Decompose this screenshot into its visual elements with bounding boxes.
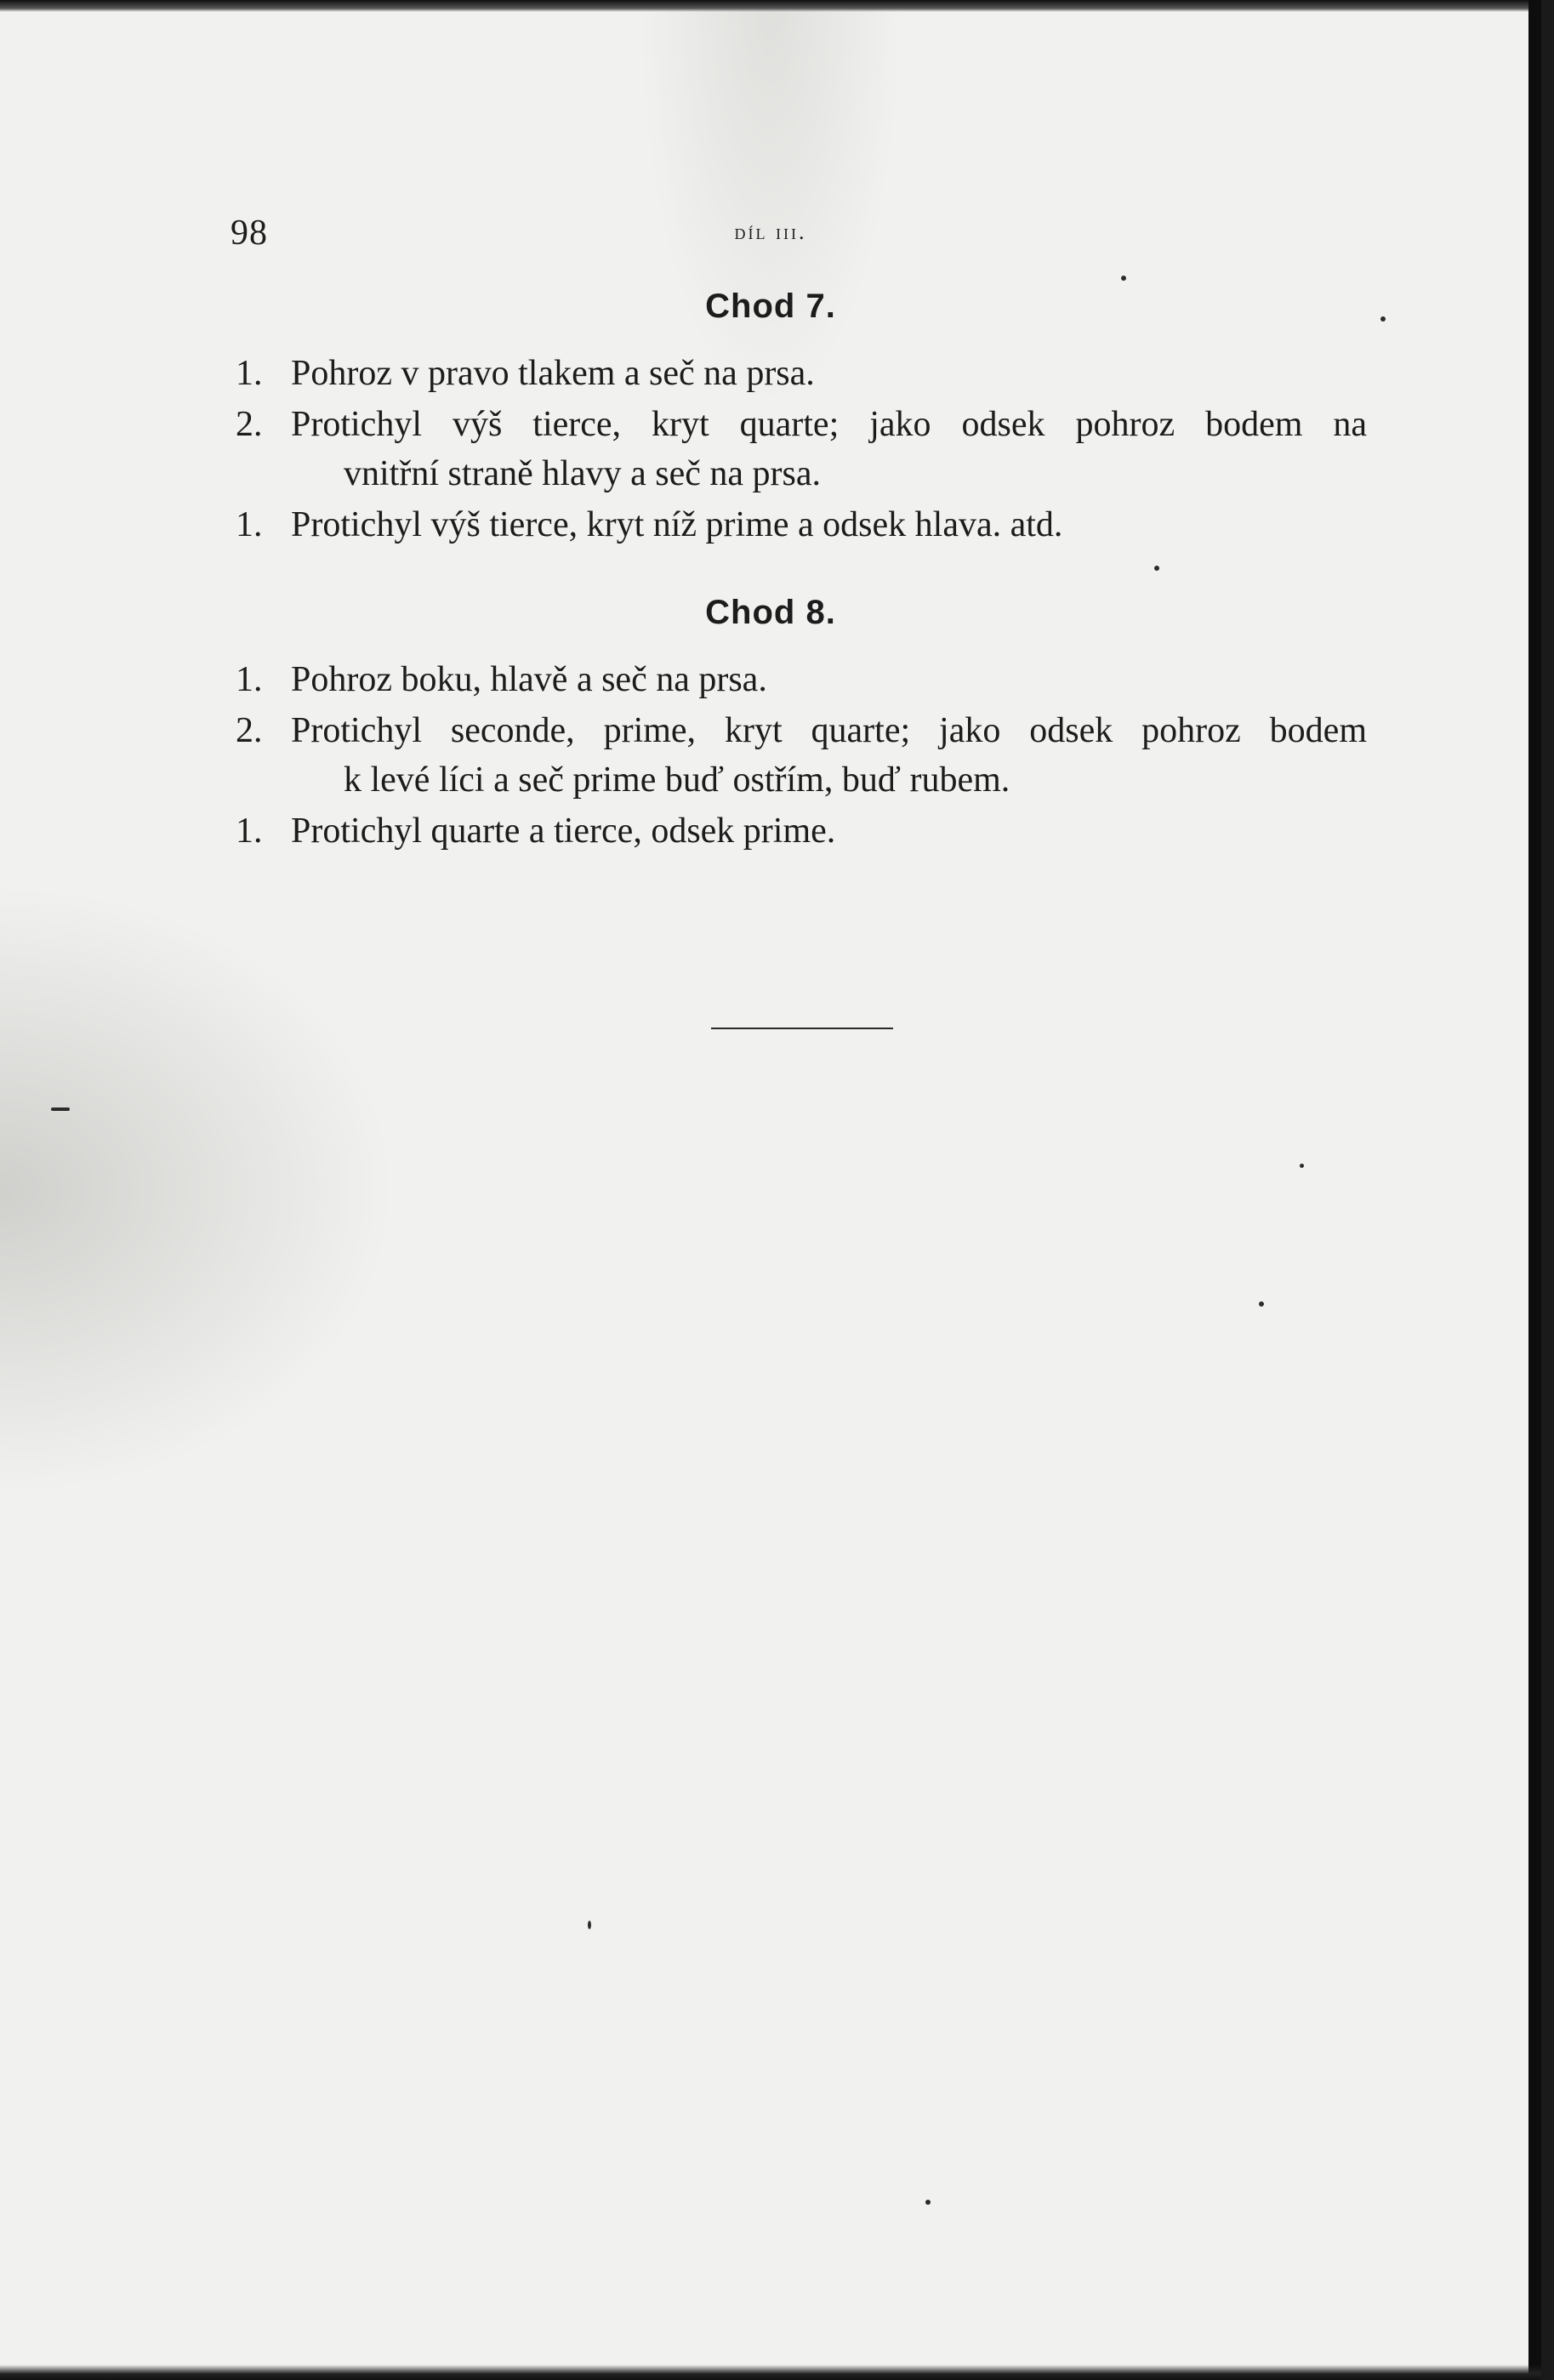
move-item [236, 706, 1367, 755]
scan-speck [1154, 566, 1159, 571]
scan-speck [588, 1921, 591, 1929]
move-item-continuation [236, 755, 1367, 805]
end-rule [711, 1028, 893, 1029]
page-number: 98 [231, 214, 268, 253]
scan-speck [1121, 276, 1126, 281]
scan-speck [1300, 1164, 1304, 1168]
move-text: Protichyl quarte a tierce, odsek prime. [291, 811, 836, 851]
move-number: 1. [236, 505, 263, 544]
move-item-continuation [236, 449, 1367, 498]
move-text: Pohroz v pravo tlakem a seč na prsa. [291, 354, 815, 393]
running-head: díl iii. [734, 219, 807, 244]
move-text: Protichyl výš tierce, kryt níž prime a odsek hlava. atd. [291, 505, 1063, 544]
scan-top-edge [0, 0, 1541, 12]
scan-speck [1259, 1301, 1264, 1307]
move-item [236, 806, 1367, 856]
section-heading-chod-7: Chod 7. [705, 288, 836, 325]
move-text: Pohroz boku, hlavě a seč na prsa. [291, 660, 767, 699]
scan-speck [51, 1107, 70, 1111]
move-item [236, 349, 1367, 398]
move-text: Protichyl seconde, prime, kryt quarte; jako odsek pohroz bodem [291, 711, 1367, 750]
scan-bottom-edge [0, 2365, 1541, 2380]
move-item [236, 500, 1367, 549]
move-number: 2. [236, 405, 263, 444]
scan-right-edge [1528, 0, 1541, 2380]
move-number: 1. [236, 660, 263, 699]
section-heading-chod-8: Chod 8. [705, 594, 836, 631]
move-item [236, 400, 1367, 449]
move-text: Protichyl výš tierce, kryt quarte; jako odsek pohroz bodem na [291, 405, 1367, 444]
scan-speck [925, 2200, 931, 2205]
scan-speck [1380, 316, 1386, 322]
move-text-continuation: vnitřní straně hlavy a seč na prsa. [344, 454, 821, 493]
move-number: 1. [236, 811, 263, 851]
move-number: 2. [236, 711, 263, 750]
move-text-continuation: k levé líci a seč prime buď ostřím, buď rubem. [344, 760, 1010, 800]
move-item [236, 655, 1367, 704]
move-number: 1. [236, 354, 263, 393]
